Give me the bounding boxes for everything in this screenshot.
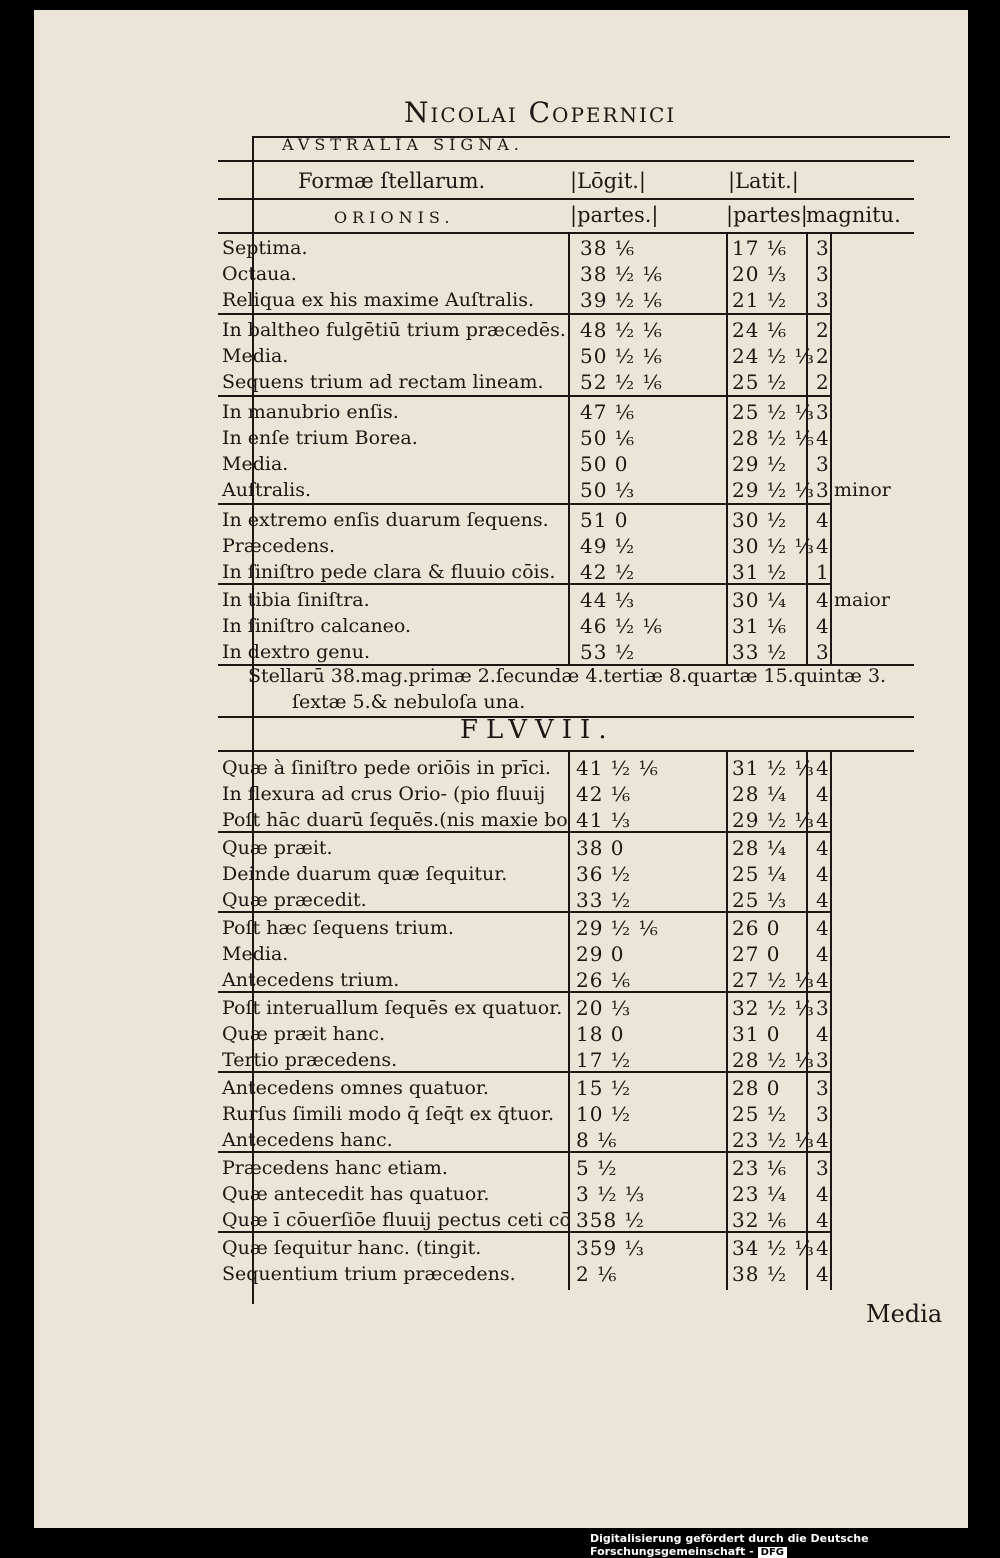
- column-rule: [726, 750, 728, 1290]
- star-magnitude: 4: [816, 1262, 830, 1286]
- star-latitude: 21 ½: [732, 288, 788, 312]
- star-magnitude: 3: [816, 452, 830, 476]
- star-name: Reliqua ex his maxime Auſtralis.: [222, 289, 534, 311]
- star-latitude: 30 ½: [732, 508, 788, 532]
- running-header: Nicolai Copernici: [404, 96, 677, 129]
- column-rule: [568, 232, 570, 664]
- constellation-name-orion: ORIONIS.: [334, 208, 455, 227]
- star-magnitude: 3: [816, 400, 830, 424]
- star-latitude: 31 0: [732, 1022, 781, 1046]
- star-count-summary: Stellarū 38.mag.primæ 2.ſecundæ 4.tertiæ 8.quartæ 15.quintæ 3.: [248, 665, 887, 687]
- section-title: AVSTRALIA SIGNA.: [282, 135, 524, 154]
- star-count-summary-line2: ſextæ 5.& nebuloſa una.: [292, 691, 526, 713]
- star-latitude: 24 ⅙: [732, 318, 788, 342]
- star-latitude: 28 ¼: [732, 782, 788, 806]
- star-latitude: 32 ½ ⅓: [732, 996, 815, 1020]
- star-longitude: 38 ½ ⅙: [580, 262, 663, 286]
- rule: [218, 198, 914, 200]
- rule: [218, 160, 914, 162]
- star-longitude: 15 ½: [576, 1076, 632, 1100]
- star-longitude: 29 0: [576, 942, 625, 966]
- column-header-latitude: |Latit.|: [728, 169, 799, 193]
- star-longitude: 38 ⅙: [580, 236, 636, 260]
- star-longitude: 38 0: [576, 836, 625, 860]
- star-latitude: 20 ⅓: [732, 262, 788, 286]
- star-latitude: 29 ½ ⅓: [732, 808, 815, 832]
- star-latitude: 28 0: [732, 1076, 781, 1100]
- star-name: Præcedens.: [222, 535, 336, 557]
- star-longitude: 8 ⅙: [576, 1128, 618, 1152]
- group-rule: [218, 313, 830, 315]
- star-latitude: 29 ½ ⅓: [732, 478, 815, 502]
- star-longitude: 10 ½: [576, 1102, 632, 1126]
- star-longitude: 42 ½: [580, 560, 636, 584]
- constellation-name-fluvii: FLVVII.: [460, 715, 615, 745]
- dfg-logo-icon: DFG: [758, 1547, 787, 1558]
- star-name: In flexura ad crus Orio- (pio fluuij: [222, 783, 546, 805]
- star-magnitude: 3: [816, 640, 830, 664]
- star-magnitude: 4: [816, 508, 830, 532]
- star-name: Antecedens hanc.: [222, 1129, 393, 1151]
- star-longitude: 41 ½ ⅙: [576, 756, 659, 780]
- star-name: Quæ præcedit.: [222, 889, 367, 911]
- star-longitude: 48 ½ ⅙: [580, 318, 663, 342]
- star-longitude: 5 ½: [576, 1156, 618, 1180]
- star-latitude: 30 ½ ⅓: [732, 534, 815, 558]
- star-name: Quæ præit.: [222, 837, 333, 859]
- star-latitude: 29 ½: [732, 452, 788, 476]
- rule: [218, 750, 914, 752]
- star-magnitude: 3: [816, 288, 830, 312]
- catchword: Media: [866, 1300, 943, 1328]
- star-name: Sequens trium ad rectam lineam.: [222, 371, 544, 393]
- star-name: In baltheo fulgētiū trium præcedēs.: [222, 319, 566, 341]
- group-rule: [218, 911, 830, 913]
- star-name: In extremo enſis duarum ſequens.: [222, 509, 549, 531]
- star-magnitude: 3: [816, 1102, 830, 1126]
- rule: [218, 232, 914, 234]
- star-latitude: 27 0: [732, 942, 781, 966]
- star-longitude: 17 ½: [576, 1048, 632, 1072]
- star-longitude: 47 ⅙: [580, 400, 636, 424]
- star-name: Poſt hāc duarū ſequēs.(nis maxie bo: [222, 809, 568, 831]
- star-latitude: 23 ¼: [732, 1182, 788, 1206]
- star-longitude: 44 ⅓: [580, 588, 636, 612]
- star-magnitude: 4: [816, 1128, 830, 1152]
- star-latitude: 30 ¼: [732, 588, 788, 612]
- star-magnitude: 4: [816, 942, 830, 966]
- star-magnitude: 4: [816, 614, 830, 638]
- star-latitude: 34 ½ ⅓: [732, 1236, 815, 1260]
- star-magnitude: 3: [816, 1076, 830, 1100]
- star-name: Antecedens omnes quatuor.: [222, 1077, 489, 1099]
- star-name: Poſt interuallum ſequēs ex quatuor.: [222, 997, 563, 1019]
- star-name: Antecedens trium.: [222, 969, 400, 991]
- star-magnitude: 4: [816, 888, 830, 912]
- star-magnitude: 3: [816, 1048, 830, 1072]
- star-longitude: 49 ½: [580, 534, 636, 558]
- group-rule: [218, 395, 830, 397]
- group-rule: [218, 503, 830, 505]
- star-longitude: 50 ⅙: [580, 426, 636, 450]
- star-magnitude: 4: [816, 1022, 830, 1046]
- column-rule: [830, 750, 832, 1290]
- group-rule: [218, 831, 830, 833]
- star-magnitude: 4: [816, 426, 830, 450]
- star-name: Auſtralis.: [222, 479, 311, 501]
- star-name: Septima.: [222, 237, 308, 259]
- star-longitude: 52 ½ ⅙: [580, 370, 663, 394]
- star-latitude: 25 ⅓: [732, 888, 788, 912]
- star-magnitude: 3: [816, 262, 830, 286]
- star-name: In ſiniſtro calcaneo.: [222, 615, 412, 637]
- star-longitude: 36 ½: [576, 862, 632, 886]
- star-longitude: 41 ⅓: [576, 808, 632, 832]
- magnitude-note: minor: [834, 479, 891, 501]
- star-longitude: 51 0: [580, 508, 629, 532]
- star-latitude: 28 ½ ⅓: [732, 1048, 815, 1072]
- star-latitude: 26 0: [732, 916, 781, 940]
- star-magnitude: 4: [816, 836, 830, 860]
- star-name: Media.: [222, 453, 289, 475]
- star-name: Octaua.: [222, 263, 297, 285]
- subheader-latitude-partes: |partes|: [726, 203, 808, 227]
- star-magnitude: 4: [816, 1182, 830, 1206]
- star-magnitude: 4: [816, 968, 830, 992]
- star-longitude: 50 0: [580, 452, 629, 476]
- star-latitude: 24 ½ ⅓: [732, 344, 815, 368]
- star-longitude: 50 ⅓: [580, 478, 636, 502]
- digitization-footer: [590, 1532, 1000, 1558]
- star-latitude: 31 ⅙: [732, 614, 788, 638]
- star-name: Tertio præcedens.: [222, 1049, 398, 1071]
- star-name: Deinde duarum quæ ſequitur.: [222, 863, 508, 885]
- star-magnitude: 4: [816, 1208, 830, 1232]
- column-rule: [568, 750, 570, 1290]
- star-name: In dextro genu.: [222, 641, 371, 663]
- star-name: Quæ à ſiniſtro pede oriōis in prīci.: [222, 757, 551, 779]
- column-rule: [726, 232, 728, 664]
- star-magnitude: 4: [816, 916, 830, 940]
- star-longitude: 2 ⅙: [576, 1262, 618, 1286]
- star-magnitude: 1: [816, 560, 830, 584]
- star-longitude: 33 ½: [576, 888, 632, 912]
- star-longitude: 42 ⅙: [576, 782, 632, 806]
- star-latitude: 23 ½ ⅓: [732, 1128, 815, 1152]
- book-page: [34, 10, 968, 1528]
- star-latitude: 31 ½: [732, 560, 788, 584]
- star-magnitude: 4: [816, 862, 830, 886]
- star-magnitude: 4: [816, 756, 830, 780]
- star-latitude: 31 ½ ⅓: [732, 756, 815, 780]
- star-name: Quæ ī cōuerſiōe fluuij pectus ceti cō: [222, 1209, 571, 1231]
- star-latitude: 27 ½ ⅓: [732, 968, 815, 992]
- star-name: Quæ præit hanc.: [222, 1023, 386, 1045]
- star-magnitude: 4: [816, 588, 830, 612]
- star-name: Media.: [222, 345, 289, 367]
- star-magnitude: 3: [816, 996, 830, 1020]
- star-name: Media.: [222, 943, 289, 965]
- star-latitude: 25 ½: [732, 370, 788, 394]
- column-rule: [830, 232, 832, 664]
- star-magnitude: 4: [816, 1236, 830, 1260]
- star-latitude: 28 ½ ⅙: [732, 426, 815, 450]
- footer-text: Digitalisierung gefördert durch die Deutsche Forschungsgemeinschaft -: [590, 1532, 869, 1558]
- star-name: In manubrio enſis.: [222, 401, 399, 423]
- group-rule: [218, 1231, 830, 1233]
- star-longitude: 3 ½ ⅓: [576, 1182, 646, 1206]
- group-rule: [218, 583, 830, 585]
- star-latitude: 25 ¼: [732, 862, 788, 886]
- star-magnitude: 4: [816, 534, 830, 558]
- star-magnitude: 2: [816, 344, 830, 368]
- star-name: In enſe trium Borea.: [222, 427, 418, 449]
- star-latitude: 33 ½: [732, 640, 788, 664]
- star-magnitude: 3: [816, 236, 830, 260]
- star-longitude: 359 ⅓: [576, 1236, 645, 1260]
- star-magnitude: 4: [816, 782, 830, 806]
- subheader-magnitude: magnitu.: [806, 203, 901, 227]
- star-longitude: 20 ⅓: [576, 996, 632, 1020]
- column-rule: [806, 750, 808, 1290]
- subheader-longitude-partes: |partes.|: [570, 203, 659, 227]
- star-longitude: 29 ½ ⅙: [576, 916, 659, 940]
- star-name: In ſiniſtro pede clara & fluuio cōis.: [222, 561, 556, 583]
- star-latitude: 17 ⅙: [732, 236, 788, 260]
- star-magnitude: 4: [816, 808, 830, 832]
- star-name: In tibia ſiniſtra.: [222, 589, 370, 611]
- column-header-longitude: |Lōgit.|: [570, 169, 647, 193]
- star-name: Sequentium trium præcedens.: [222, 1263, 516, 1285]
- star-magnitude: 3: [816, 478, 830, 502]
- star-latitude: 25 ½ ⅓: [732, 400, 815, 424]
- star-name: Poſt hæc ſequens trium.: [222, 917, 454, 939]
- star-longitude: 46 ½ ⅙: [580, 614, 663, 638]
- star-magnitude: 3: [816, 1156, 830, 1180]
- star-latitude: 23 ⅙: [732, 1156, 788, 1180]
- star-latitude: 28 ¼: [732, 836, 788, 860]
- magnitude-note: maior: [834, 589, 890, 611]
- star-name: Rurſus ſimili modo q̄ ſeq̄t ex q̄tuor.: [222, 1103, 554, 1125]
- star-magnitude: 2: [816, 370, 830, 394]
- star-latitude: 32 ⅙: [732, 1208, 788, 1232]
- star-longitude: 358 ½: [576, 1208, 645, 1232]
- star-longitude: 26 ⅙: [576, 968, 632, 992]
- star-longitude: 39 ½ ⅙: [580, 288, 663, 312]
- star-name: Præcedens hanc etiam.: [222, 1157, 448, 1179]
- star-longitude: 18 0: [576, 1022, 625, 1046]
- star-longitude: 53 ½: [580, 640, 636, 664]
- star-magnitude: 2: [816, 318, 830, 342]
- column-rule: [806, 232, 808, 664]
- star-latitude: 25 ½: [732, 1102, 788, 1126]
- group-rule: [218, 991, 830, 993]
- star-latitude: 38 ½: [732, 1262, 788, 1286]
- star-name: Quæ ſequitur hanc. (tingit.: [222, 1237, 482, 1259]
- star-name: Quæ antecedit has quatuor.: [222, 1183, 490, 1205]
- star-longitude: 50 ½ ⅙: [580, 344, 663, 368]
- column-header-forma: Formæ ſtellarum.: [298, 169, 486, 193]
- group-rule: [218, 1151, 830, 1153]
- group-rule: [218, 1071, 830, 1073]
